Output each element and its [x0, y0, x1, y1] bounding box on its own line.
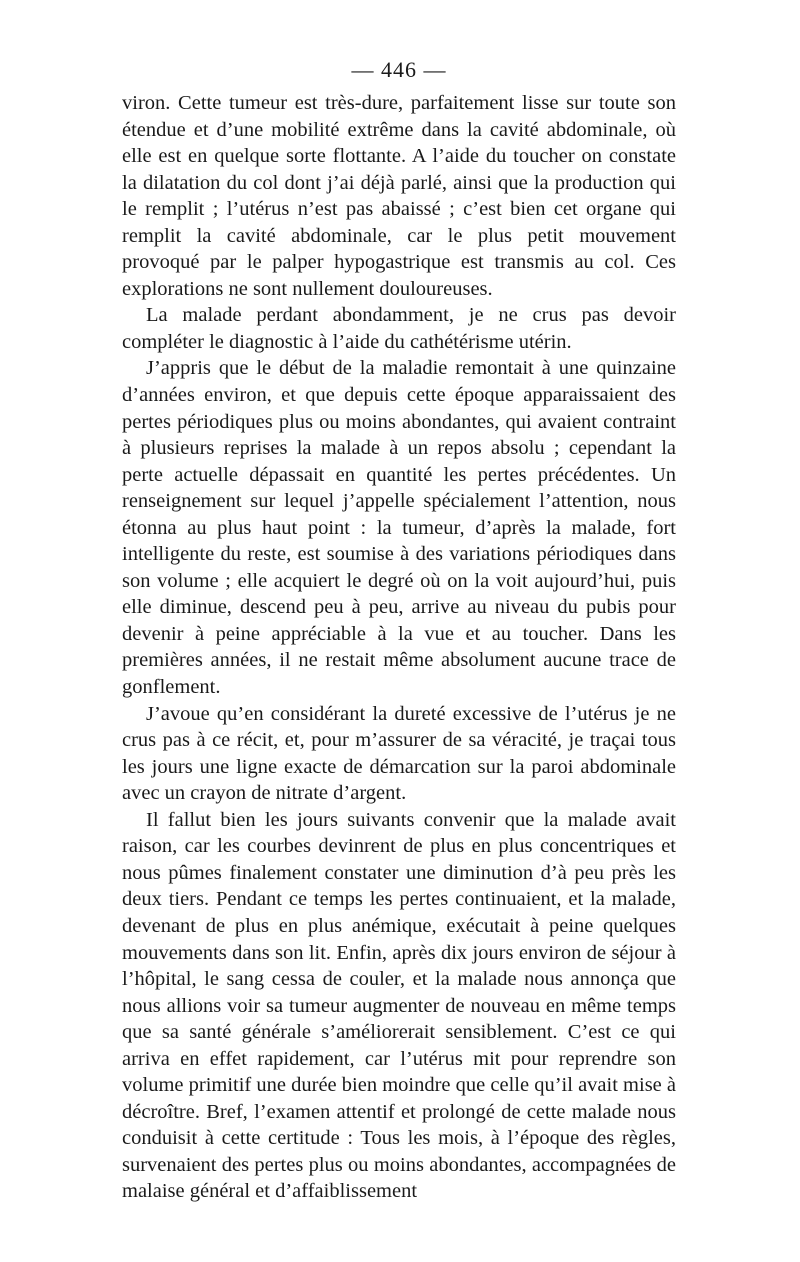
paragraph: J’avoue qu’en considérant la dureté excessive de l’utérus je ne crus pas à ce récit, et, pour m’assurer de sa véracité, je traçai tous les jours une ligne exacte de démarcation sur la paroi abdominale avec un crayon de nitrate d’argent. [122, 702, 676, 805]
paragraph: J’appris que le début de la maladie remontait à une quinzaine d’années environ, et que depuis cette époque apparaissaient des pertes périodiques plus ou moins abondantes, qui avaient contraint à plusieurs reprises la malade à un repos absolu ; cependant la perte actuelle dépassait en quantité les pertes précédentes. Un renseignement sur lequel j’appelle spécialement l’attention, nous étonna au plus haut point : la tumeur, d’après la malade, fort intelligente du reste, est soumise à des variations périodiques dans son volume ; elle acquiert le degré où on la voit aujourd’hui, puis elle diminue, descend peu à peu, arrive au niveau du pubis pour devenir à peine appréciable à la vue et au toucher. Dans les premières années, il ne restait même absolument aucune trace de gonflement. [122, 357, 676, 699]
book-page [122, 52, 676, 1205]
paragraph: Il fallut bien les jours suivants convenir que la malade avait raison, car les courbes devinrent de plus en plus concentriques et nous pûmes finalement constater une diminution d’à peu près les deux tiers. Pendant ce temps les pertes continuaient, et la malade, devenant de plus en plus anémique, exécutait à peine quelques mouvements dans son lit. Enfin, après dix jours environ de séjour à l’hôpital, le sang cessa de couler, et la malade nous annonça que nous allions voir sa tumeur augmenter de nouveau en même temps que sa santé générale s’améliorerait sensiblement. C’est ce qui arriva en effet rapidement, car l’utérus mit pour reprendre son volume primitif une durée bien moindre que celle qu’il avait mise à décroître. Bref, l’examen attentif et prolongé de cette malade nous conduisit à cette certitude : Tous les mois, à l’époque des règles, survenaient des pertes plus ou moins abondantes, accompagnées de malaise général et d’affaiblissement [122, 808, 676, 1203]
page-number: — 446 — [351, 57, 447, 82]
page-body [122, 90, 676, 1205]
paragraph: La malade perdant abondamment, je ne crus pas devoir compléter le diagnostic à l’aide du cathétérisme utérin. [122, 304, 676, 353]
paragraph-continuation: viron. Cette tumeur est très-dure, parfaitement lisse sur toute son étendue et d’une mobilité extrême dans la cavité abdominale, où elle est en quelque sorte flottante. A l’aide du toucher on constate la dilatation du col dont j’ai déjà parlé, ainsi que la production qui le remplit ; l’utérus n’est pas abaissé ; c’est bien cet organe qui remplit la cavité abdominale, car le plus petit mouvement provoqué par le palper hypogastrique est transmis au col. Ces explorations ne sont nullement douloureuses. [122, 92, 676, 300]
